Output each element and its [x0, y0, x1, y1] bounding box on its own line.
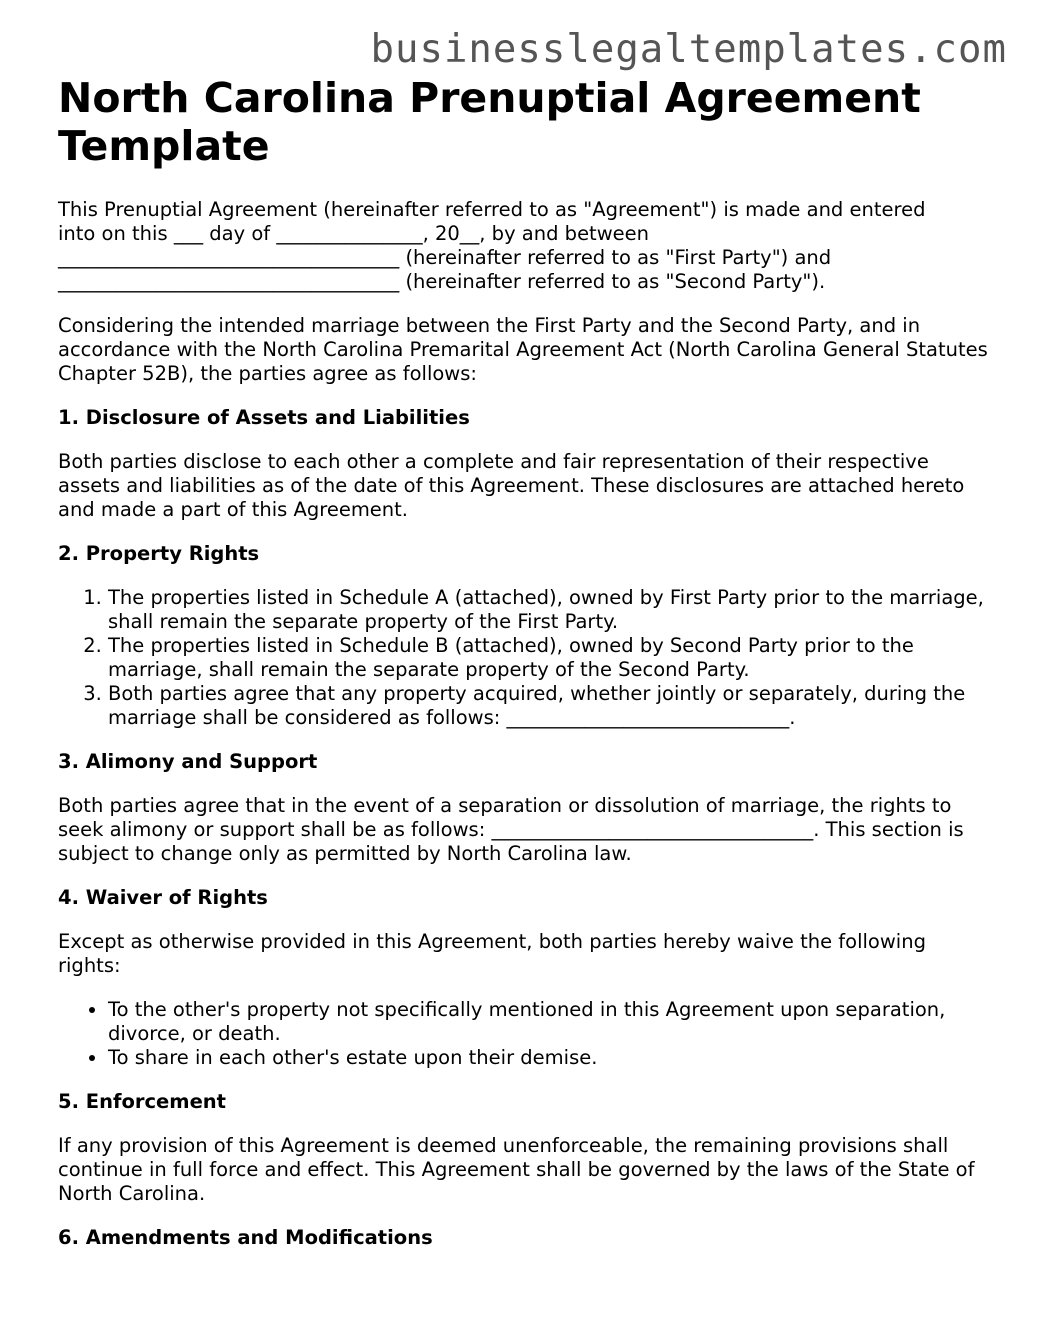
section-3-body: Both parties agree that in the event of a separation or dissolution of marriage, the rights to seek alimony or support shall be as follows: _________________________________. This section is subject to change only as permitted by North Carolina law. — [58, 794, 964, 865]
list-item: 3. Both parties agree that any property acquired, whether jointly or separately, during the marriage shall be considered as follows: _____________________________. — [108, 682, 988, 730]
intro-line-3: ___________________________________ (hereinafter referred to as "First Party") and — [58, 246, 832, 269]
section-2-heading: 2. Property Rights — [58, 542, 260, 565]
watermark: businesslegaltemplates.com — [370, 27, 1007, 72]
section-1-heading: 1. Disclosure of Assets and Liabilities — [58, 406, 470, 429]
document-content — [58, 74, 988, 1270]
section-1-body: Both parties disclose to each other a complete and fair representation of their respective assets and liabilities as of the date of this Agreement. These disclosures are attached hereto and made a part of this Agreement. — [58, 450, 965, 521]
section-5-body: If any provision of this Agreement is deemed unenforceable, the remaining provisions shall continue in full force and effect. This Agreement shall be governed by the laws of the State of North Carolina. — [58, 1134, 975, 1205]
list-item: • To the other's property not specifically mentioned in this Agreement upon separation, divorce, or death. — [108, 998, 988, 1046]
considering-paragraph: Considering the intended marriage between the First Party and the Second Party, and in accordance with the North Carolina Premarital Agreement Act (North Carolina General Statutes Chapter 52B), the parties agree as follows: — [58, 314, 988, 385]
list-item: 1. The properties listed in Schedule A (attached), owned by First Party prior to the marriage, shall remain the separate property of the First Party. — [108, 586, 988, 634]
property-rights-list — [58, 586, 988, 730]
intro-line-4: ___________________________________ (hereinafter referred to as "Second Party"). — [58, 270, 826, 293]
page-title: North Carolina Prenuptial Agreement Template — [58, 74, 921, 170]
waiver-list — [58, 998, 988, 1070]
section-3-heading: 3. Alimony and Support — [58, 750, 318, 773]
section-4-body: Except as otherwise provided in this Agreement, both parties hereby waive the following rights: — [58, 930, 926, 977]
intro-line-1: This Prenuptial Agreement (hereinafter referred to as "Agreement") is made and entered — [58, 198, 926, 221]
section-4-heading: 4. Waiver of Rights — [58, 886, 268, 909]
list-item: 2. The properties listed in Schedule B (attached), owned by Second Party prior to the marriage, shall remain the separate property of the Second Party. — [108, 634, 988, 682]
section-5-heading: 5. Enforcement — [58, 1090, 226, 1113]
intro-line-2: into on this ___ day of _______________, 20__, by and between — [58, 222, 650, 245]
list-item: • To share in each other's estate upon their demise. — [108, 1046, 988, 1070]
section-6-heading: 6. Amendments and Modifications — [58, 1226, 433, 1249]
intro-paragraph — [58, 198, 988, 294]
